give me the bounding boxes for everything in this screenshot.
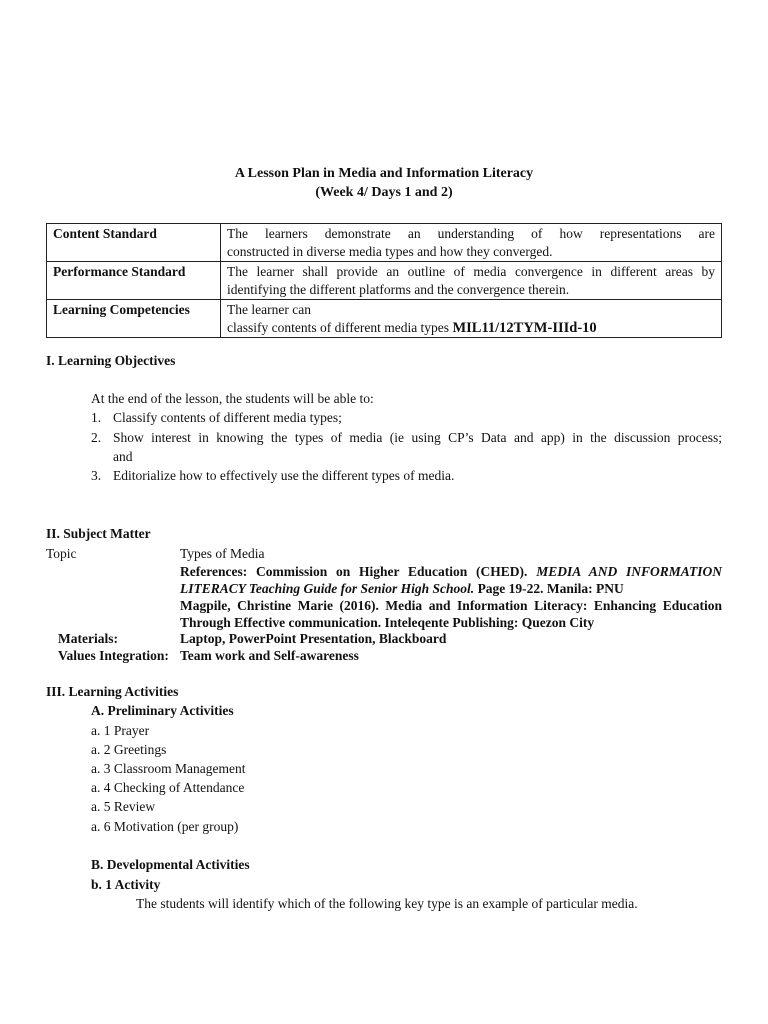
list-item: a. 6 Motivation (per group) xyxy=(91,819,239,834)
references-block xyxy=(180,563,722,631)
reference-line: Magpile, Christine Marie (2016). Media and Information Literacy: Enhancing Education xyxy=(180,598,722,613)
document-title: A Lesson Plan in Media and Information Literacy xyxy=(234,166,534,181)
table-row xyxy=(47,224,722,262)
row-label: Content Standard xyxy=(47,224,221,262)
row-label: Performance Standard xyxy=(47,262,221,300)
preliminary-heading: A. Preliminary Activities xyxy=(91,703,234,718)
activity-text: The students will identify which of the following key type is an example of particular media. xyxy=(136,896,638,911)
values-value: Team work and Self-awareness xyxy=(180,648,359,663)
table-row xyxy=(47,262,722,300)
list-item-text: Editorialize how to effectively use the different types of media. xyxy=(113,468,455,483)
row-label: Learning Competencies xyxy=(47,300,221,338)
list-item: a. 5 Review xyxy=(91,799,156,814)
reference-line xyxy=(180,563,722,580)
list-item: a. 2 Greetings xyxy=(91,742,167,757)
table-row xyxy=(47,300,722,338)
list-item xyxy=(91,410,101,426)
standards-table xyxy=(46,223,722,338)
objectives-intro: At the end of the lesson, the students will be able to: xyxy=(91,391,374,406)
reference-line xyxy=(180,580,722,597)
objectives-heading: I. Learning Objectives xyxy=(46,353,176,368)
list-item-text: Classify contents of different media types; xyxy=(113,410,342,425)
list-item-continuation: and xyxy=(113,449,133,464)
developmental-heading: B. Developmental Activities xyxy=(91,857,250,872)
reference-title: LITERACY Teaching Guide for Senior High School. xyxy=(180,581,475,596)
topic-label: Topic xyxy=(46,546,77,561)
reference-text: Page 19-22. Manila: PNU xyxy=(477,581,624,596)
row-value-line: constructed in diverse media types and how they converged. xyxy=(227,244,553,259)
list-item xyxy=(91,468,101,484)
materials-value: Laptop, PowerPoint Presentation, Blackboard xyxy=(180,631,447,646)
reference-title: MEDIA AND INFORMATION xyxy=(536,564,723,579)
activities-heading: III. Learning Activities xyxy=(46,684,179,699)
topic-value: Types of Media xyxy=(180,546,265,561)
list-item-number: 3. xyxy=(91,468,102,483)
reference-line: Through Effective communication. Inteleqente Publishing: Quezon City xyxy=(180,615,595,630)
row-value-line: The learner can xyxy=(227,302,311,317)
list-item: a. 3 Classroom Management xyxy=(91,761,246,776)
activity-heading: b. 1 Activity xyxy=(91,877,161,892)
row-value-line: The learners demonstrate an understanding of how representations are xyxy=(227,226,715,241)
list-item: a. 1 Prayer xyxy=(91,723,150,738)
materials-label: Materials: xyxy=(58,631,118,646)
values-label: Values Integration: xyxy=(58,648,169,663)
list-item: a. 4 Checking of Attendance xyxy=(91,780,245,795)
list-item-line: Show interest in knowing the types of media (ie using CP’s Data and app) in the discussion process; xyxy=(113,430,722,445)
list-item-number: 1. xyxy=(91,410,102,425)
list-item-text xyxy=(113,430,722,446)
row-value xyxy=(221,262,722,300)
document-subtitle: (Week 4/ Days 1 and 2) xyxy=(315,185,453,200)
reference-text: Commission on Higher Education (CHED). xyxy=(255,564,528,579)
competency-code: MIL11/12TYM-IIId-10 xyxy=(452,320,597,336)
row-value xyxy=(221,224,722,262)
row-value-line: The learner shall provide an outline of media convergence in different areas by xyxy=(227,264,715,279)
row-value-line: classify contents of different media types xyxy=(227,320,450,335)
references-label: References: xyxy=(180,564,248,579)
list-item xyxy=(91,430,101,446)
row-value-line: identifying the different platforms and the convergence therein. xyxy=(227,282,570,297)
list-item-number: 2. xyxy=(91,430,102,445)
subject-matter-heading: II. Subject Matter xyxy=(46,526,151,541)
row-value xyxy=(221,300,722,338)
